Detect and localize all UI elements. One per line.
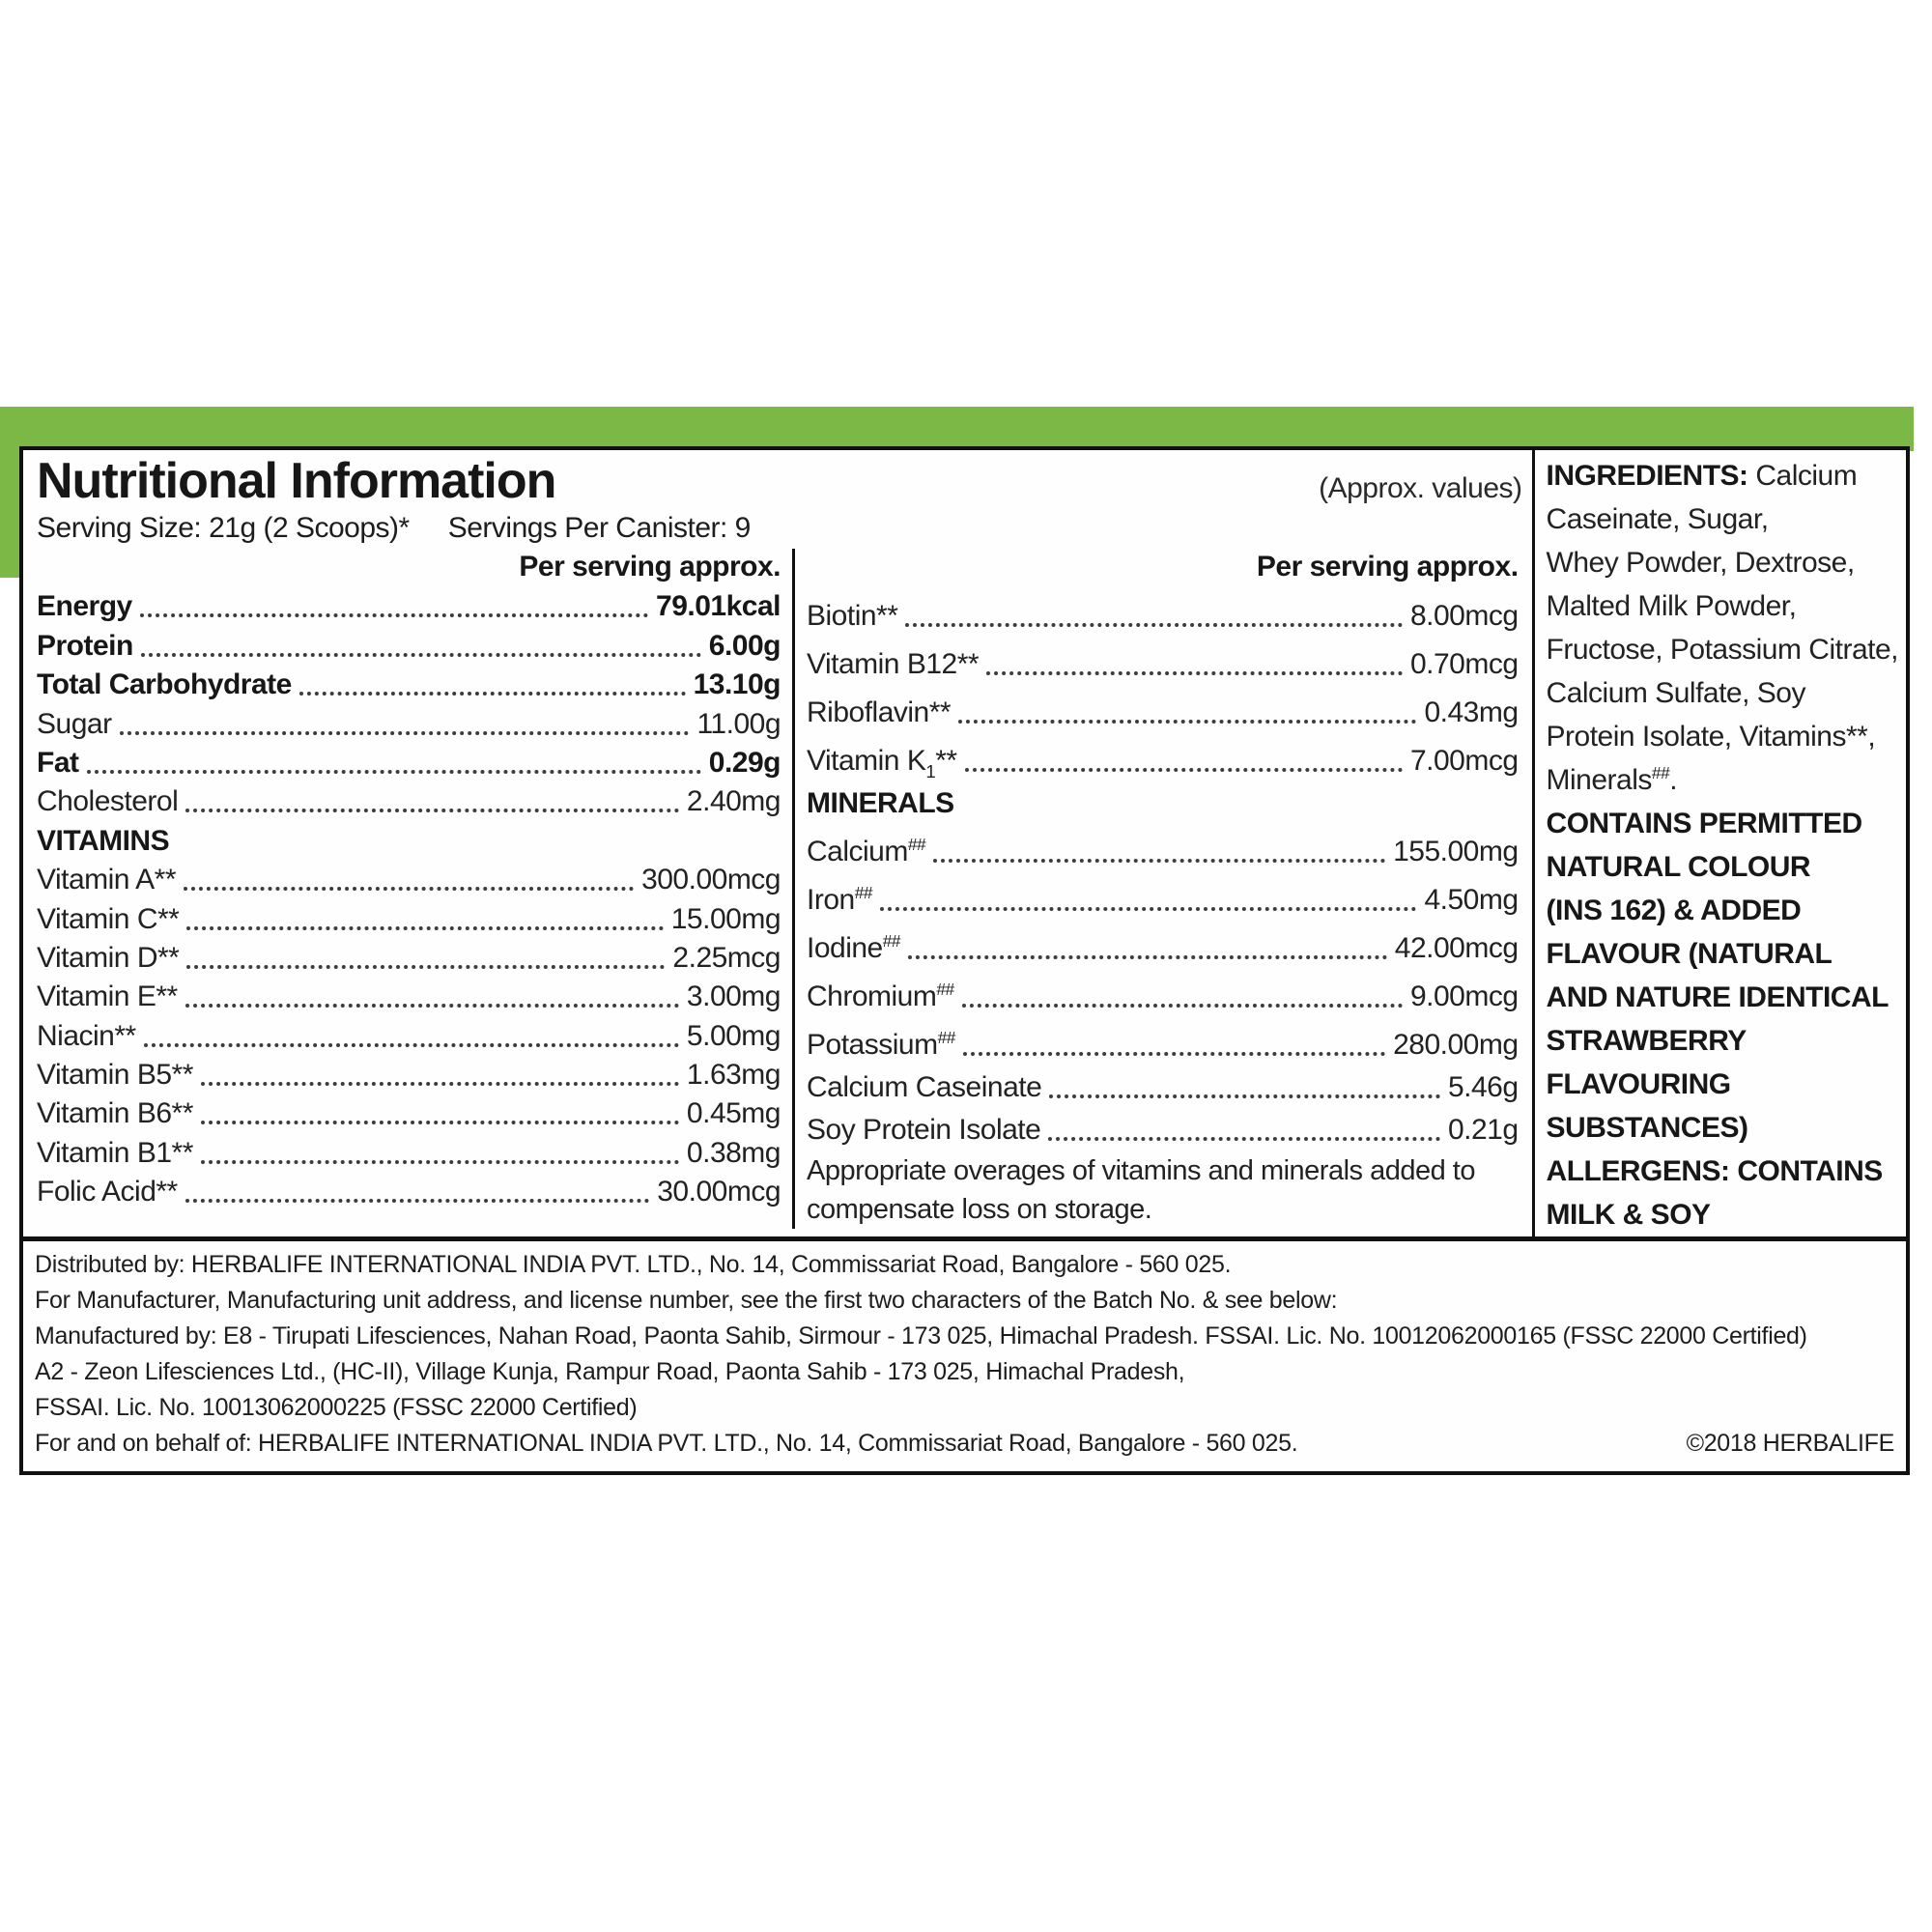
- nutrient-value: 155.00mg: [1393, 836, 1519, 867]
- contains-statement-line: FLAVOURING: [1546, 1068, 1731, 1100]
- dotted-leader: [201, 1121, 679, 1124]
- nutrient-value: 4.50mg: [1424, 884, 1519, 916]
- label-upper-section: [23, 450, 1906, 1236]
- nutrient-row-cholesterol: Cholesterol 2.40mg: [37, 785, 781, 818]
- nutrient-row-iron: Iron## 4.50mg: [807, 883, 1519, 916]
- nutrient-value: 9.00mcg: [1409, 980, 1519, 1012]
- manufacturer-footer: [23, 1236, 1906, 1471]
- nutrient-value: 0.43mg: [1424, 696, 1519, 728]
- on-behalf-text: For and on behalf of: HERBALIFE INTERNATIONAL INDIA PVT. LTD., No. 14, Commissariat Road, Bangalore - 560 025.: [35, 1430, 1298, 1457]
- nutrient-value: 8.00mcg: [1409, 600, 1519, 632]
- dotted-leader: [908, 955, 1387, 959]
- dotted-leader: [141, 653, 701, 657]
- footer-line-distributed-by: Distributed by: HERBALIFE INTERNATIONAL INDIA PVT. LTD., No. 14, Commissariat Road, Bangalore - 560 025.: [35, 1251, 1232, 1278]
- dotted-leader: [140, 613, 648, 617]
- nutrient-value: 2.40mg: [686, 785, 781, 818]
- contains-statement-line: CONTAINS PERMITTED: [1546, 808, 1862, 839]
- nutrient-row-iodine: Iodine## 42.00mcg: [807, 931, 1519, 964]
- contains-statement-line: STRAWBERRY: [1546, 1025, 1747, 1057]
- section-header-minerals: MINERALS: [807, 787, 954, 819]
- dotted-leader: [963, 1052, 1385, 1056]
- dotted-leader: [184, 887, 634, 891]
- dotted-leader: [1049, 1094, 1440, 1098]
- dotted-leader: [986, 671, 1403, 675]
- nutrient-row-vitamin-d: Vitamin D** 2.25mcg: [37, 941, 781, 974]
- contains-statement-line: SUBSTANCES): [1546, 1112, 1748, 1144]
- dotted-leader: [144, 1043, 679, 1047]
- nutrient-row-vitamin-b5: Vitamin B5** 1.63mg: [37, 1059, 781, 1092]
- nutrient-value: 5.46g: [1447, 1071, 1519, 1103]
- nutrient-row-soy-protein-isolate: Soy Protein Isolate 0.21g: [807, 1114, 1519, 1146]
- dotted-leader: [185, 1004, 679, 1008]
- nutrient-row-vitamin-e: Vitamin E** 3.00mg: [37, 980, 781, 1013]
- dotted-leader: [905, 623, 1403, 627]
- ingredients-line: Fructose, Potassium Citrate,: [1546, 634, 1898, 666]
- dotted-leader: [201, 1160, 679, 1164]
- nutrient-value: 5.00mg: [686, 1019, 781, 1052]
- dotted-leader: [965, 768, 1403, 772]
- nutrient-row-vitamin-b6: Vitamin B6** 0.45mg: [37, 1097, 781, 1130]
- dotted-leader: [201, 1082, 679, 1086]
- dotted-leader: [87, 770, 701, 774]
- column-header: Per serving approx.: [519, 551, 781, 582]
- nutrient-value: 7.00mcg: [1409, 745, 1519, 777]
- nutrient-value: 0.70mcg: [1409, 648, 1519, 680]
- copyright-text: ©2018 HERBALIFE: [1686, 1430, 1894, 1457]
- nutrient-value: 79.01kcal: [656, 590, 781, 623]
- dotted-leader: [186, 926, 663, 930]
- nutrient-value: 30.00mcg: [657, 1176, 781, 1208]
- nutrient-row-energy: Energy 79.01kcal: [37, 590, 781, 623]
- footer-line-on-behalf: [35, 1426, 1894, 1462]
- ingredients-line: Calcium Sulfate, Soy: [1546, 677, 1805, 709]
- page-title: Nutritional Information: [37, 453, 556, 509]
- dotted-leader: [958, 720, 1416, 724]
- nutrient-value: 0.29g: [708, 746, 781, 779]
- nutrient-value: 6.00g: [708, 629, 781, 662]
- dotted-leader: [933, 859, 1385, 863]
- nutrient-column-left: [37, 549, 792, 1229]
- nutrient-row-potassium: Potassium## 280.00mg: [807, 1028, 1519, 1061]
- section-header-vitamins: VITAMINS: [37, 824, 170, 857]
- nutrient-value: 0.21g: [1447, 1114, 1519, 1146]
- dotted-leader: [186, 965, 665, 969]
- nutrient-row-riboflavin: Riboflavin** 0.43mg: [807, 696, 1519, 728]
- nutrient-row-vitamin-a: Vitamin A** 300.00mcg: [37, 864, 781, 896]
- nutrient-value: 2.25mcg: [672, 941, 781, 974]
- dotted-leader: [185, 1199, 650, 1203]
- title-row: [37, 452, 1532, 510]
- green-accent-band: [0, 407, 1914, 451]
- ingredients-column: [1532, 450, 1906, 1236]
- nutrient-row-sugar: Sugar 11.00g: [37, 707, 781, 740]
- approx-values-note: (Approx. values): [1319, 472, 1522, 504]
- green-accent-left-tab: [0, 446, 21, 578]
- nutrient-row-total-carbohydrate: Total Carbohydrate 13.10g: [37, 668, 781, 701]
- nutrient-row-chromium: Chromium## 9.00mcg: [807, 980, 1519, 1012]
- footer-line-fssai-license: FSSAI. Lic. No. 10013062000225 (FSSC 22000 Certified): [35, 1394, 638, 1421]
- nutrient-row-vitamin-c: Vitamin C** 15.00mg: [37, 902, 781, 935]
- serving-size: Serving Size: 21g (2 Scoops)*: [37, 512, 410, 544]
- nutrient-value: 0.45mg: [686, 1097, 781, 1130]
- nutrient-row-calcium-caseinate: Calcium Caseinate 5.46g: [807, 1071, 1519, 1103]
- nutrient-columns: [37, 549, 1532, 1229]
- nutrient-value: 3.00mg: [686, 980, 781, 1013]
- nutrient-value: 300.00mcg: [641, 864, 781, 896]
- serving-info: [37, 512, 1532, 545]
- nutrient-row-calcium: Calcium## 155.00mg: [807, 835, 1519, 867]
- nutrient-value: 0.38mg: [686, 1136, 781, 1169]
- footer-line-a2-address: A2 - Zeon Lifesciences Ltd., (HC-II), Village Kunja, Rampur Road, Paonta Sahib - 173 025, Himachal Pradesh,: [35, 1358, 1185, 1385]
- nutrition-main-area: [23, 450, 1532, 1236]
- contains-statement-line: AND NATURE IDENTICAL: [1546, 981, 1889, 1013]
- nutrient-column-middle: [792, 549, 1532, 1229]
- nutrient-row-biotin: Biotin** 8.00mcg: [807, 600, 1519, 632]
- nutrient-row-vitamin-k1: Vitamin $K_1**$ 7.00mcg: [807, 745, 1519, 781]
- nutrient-row-protein: Protein 6.00g: [37, 629, 781, 662]
- nutrient-value: 42.00mcg: [1394, 932, 1519, 964]
- ingredients-line: Malted Milk Powder,: [1546, 590, 1797, 622]
- ingredients-line: Minerals##.: [1546, 763, 1678, 796]
- nutrient-value: 13.10g: [693, 668, 781, 701]
- ingredients-line: Caseinate, Sugar,: [1546, 503, 1769, 535]
- ingredients-line: INGREDIENTS: Calcium: [1546, 460, 1858, 492]
- allergens-line: ALLERGENS: CONTAINS: [1546, 1155, 1883, 1187]
- nutrient-row-fat: Fat 0.29g: [37, 746, 781, 779]
- nutrient-value: 280.00mg: [1393, 1029, 1519, 1061]
- nutrient-row-vitamin-b1: Vitamin B1** 0.38mg: [37, 1136, 781, 1169]
- contains-statement-line: (INS 162) & ADDED: [1546, 895, 1802, 926]
- column-header: Per serving approx.: [1256, 551, 1519, 582]
- dotted-leader: [1048, 1137, 1440, 1141]
- nutrient-value: 11.00g: [696, 707, 781, 740]
- servings-per-canister: Servings Per Canister: 9: [447, 512, 751, 544]
- dotted-leader: [299, 692, 686, 696]
- footer-line-manufactured-by: Manufactured by: E8 - Tirupati Lifesciences, Nahan Road, Paonta Sahib, Sirmour - 173 025, Himachal Pradesh. FSSAI. Lic. No. 10012062000165 (FSSC 22000 Certified): [35, 1322, 1807, 1350]
- overage-note: Appropriate overages of vitamins and minerals added to compensate loss on storage.: [807, 1155, 1475, 1225]
- nutrient-row-vitamin-b12: Vitamin B12** 0.70mcg: [807, 648, 1519, 680]
- allergens-line: MILK & SOY: [1546, 1199, 1711, 1231]
- ingredients-line: Protein Isolate, Vitamins**,: [1546, 721, 1876, 753]
- ingredients-line: Whey Powder, Dextrose,: [1546, 547, 1855, 579]
- nutrition-label-box: [19, 446, 1910, 1475]
- dotted-leader: [120, 731, 690, 735]
- dotted-leader: [185, 809, 679, 812]
- footer-line-manufacturer-info: For Manufacturer, Manufacturing unit address, and license number, see the first two characters of the Batch No. & see below:: [35, 1287, 1338, 1314]
- dotted-leader: [962, 1004, 1403, 1008]
- contains-statement-line: NATURAL COLOUR: [1546, 851, 1811, 883]
- nutrient-row-niacin: Niacin** 5.00mg: [37, 1019, 781, 1052]
- nutrient-row-folic-acid: Folic Acid** 30.00mcg: [37, 1176, 781, 1208]
- nutrient-value: 15.00mg: [670, 902, 781, 935]
- contains-statement-line: FLAVOUR (NATURAL: [1546, 938, 1833, 970]
- dotted-leader: [880, 907, 1416, 911]
- nutrient-value: 1.63mg: [686, 1059, 781, 1092]
